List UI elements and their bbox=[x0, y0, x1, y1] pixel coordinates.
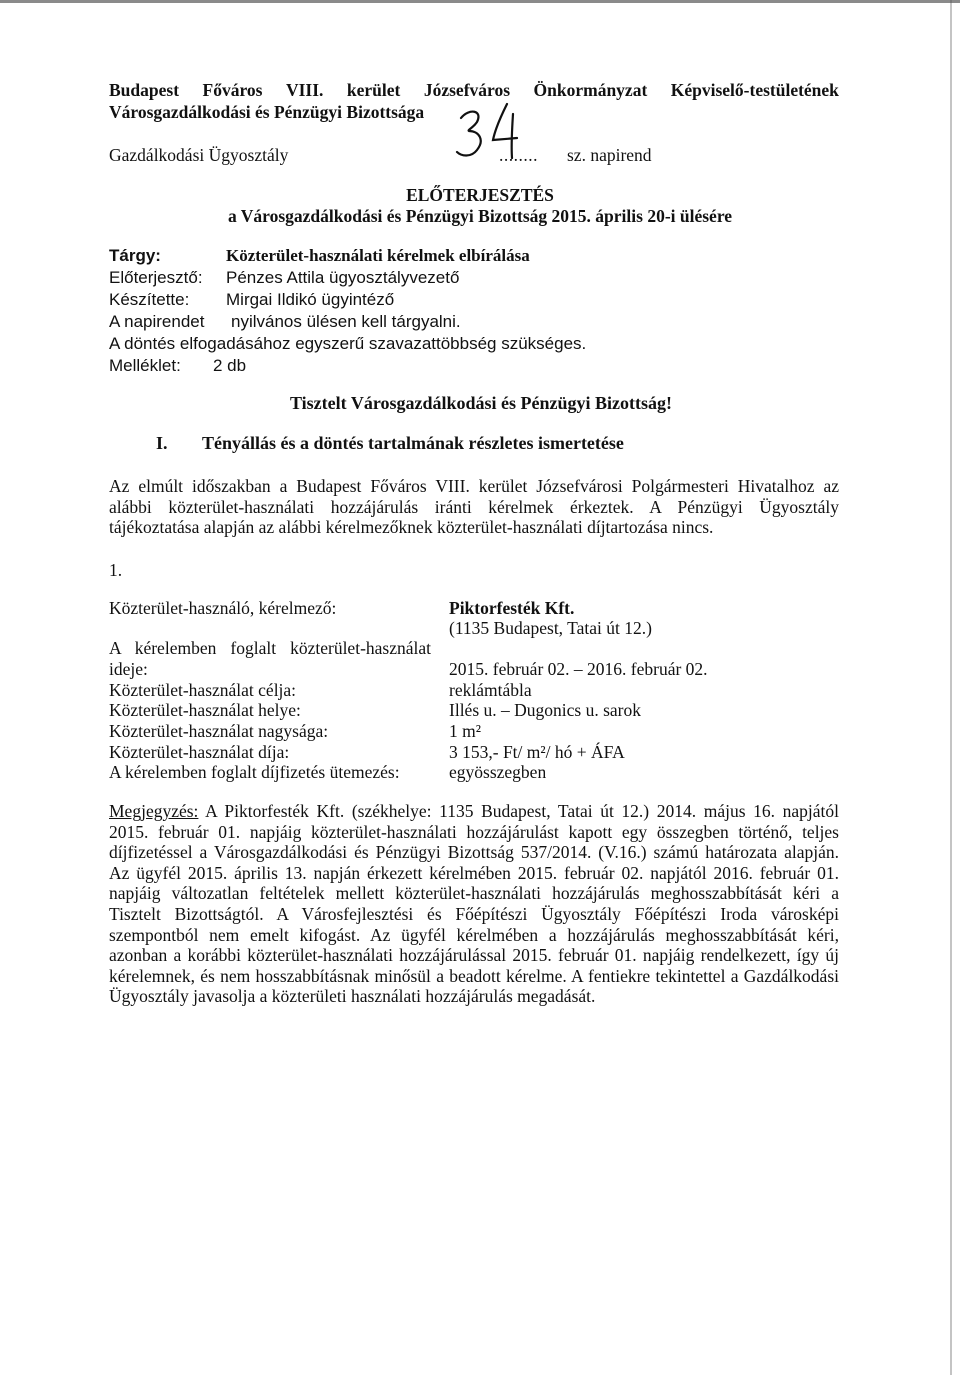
vote-requirement: A döntés elfogadásához egyszerű szavazattöbbség szükséges. bbox=[109, 334, 587, 353]
header-word: Józsefváros bbox=[423, 80, 511, 100]
scan-edge-top bbox=[0, 0, 960, 3]
fee-label: Közterület-használat díja: bbox=[109, 742, 290, 762]
meta-label-subject: Tárgy: bbox=[109, 246, 161, 265]
meta-label-presenter: Előterjesztő: bbox=[109, 268, 203, 287]
purpose-label: Közterület-használat célja: bbox=[109, 680, 297, 700]
location-value: Illés u. – Dugonics u. sarok bbox=[449, 700, 641, 720]
meta-label-session: A napirendet bbox=[109, 312, 205, 331]
applicant-label: Közterület-használó, kérelmező: bbox=[109, 598, 337, 618]
header-word: Önkormányzat bbox=[533, 80, 648, 100]
note-paragraph bbox=[109, 801, 839, 1007]
section-number: I. bbox=[156, 433, 168, 453]
item-number: 1. bbox=[109, 560, 123, 580]
salutation: Tisztelt Városgazdálkodási és Pénzügyi Bizottság! bbox=[290, 393, 672, 413]
payment-schedule-label: A kérelemben foglalt díjfizetés ütemezés: bbox=[109, 762, 400, 782]
note-first-line-text: A Piktorfesték Kft. (székhelye: 1135 Budapest, Tatai út 12.) 2014. május 16. napjától bbox=[205, 801, 839, 821]
meta-value-prepared-by: Mirgai Ildikó ügyintéző bbox=[226, 290, 395, 309]
size-label: Közterület-használat nagysága: bbox=[109, 721, 329, 741]
meta-value-presenter: Pénzes Attila ügyosztályvezető bbox=[226, 268, 460, 287]
intro-line: Az elmúlt időszakban a Budapest Főváros VIII. kerület Józsefvárosi Polgármesteri Hivatalhoz az bbox=[109, 476, 839, 496]
attachment-label: Melléklet: bbox=[109, 356, 181, 375]
document-title: ELŐTERJESZTÉS bbox=[406, 185, 554, 205]
period-label-text: A kérelemben foglalt közterület-használat bbox=[109, 638, 431, 658]
header-word: kerület bbox=[346, 80, 401, 100]
header-word: Főváros bbox=[202, 80, 263, 100]
attachment-count: 2 db bbox=[213, 356, 247, 375]
location-label: Közterület-használat helye: bbox=[109, 700, 301, 720]
note-line: díjfizetéssel a Városgazdálkodási és Pénzügyi Bizottság 537/2014. (V.16.) számú határozata alapján. bbox=[109, 842, 839, 863]
period-label-line-2: ideje: bbox=[109, 659, 148, 679]
note-line: 2015. február 01. napjáig közterület-használati hozzájárulást kapott egy összegben történő, teljes bbox=[109, 821, 839, 842]
header-line-1 bbox=[109, 80, 839, 101]
payment-schedule-value: egyösszegben bbox=[449, 762, 547, 782]
document-subtitle: a Városgazdálkodási és Pénzügyi Bizottság 2015. április 20-i ülésére bbox=[227, 206, 733, 226]
period-value: 2015. február 02. – 2016. február 02. bbox=[449, 659, 708, 679]
applicant-name: Piktorfesték Kft. bbox=[449, 598, 575, 618]
note-line: kérelemnek, és nem hosszabbításnak minősül a beadott kérelme. A fentiekre tekintettel a Gazdálkodási bbox=[109, 965, 839, 986]
intro-line: alábbi közterület-használati hozzájárulás iránti kérelmek érkeztek. A Pénzügyi Ügyosztály bbox=[109, 496, 839, 517]
header-word: Képviselő-testületének bbox=[670, 80, 839, 100]
section-title: Tényállás és a döntés tartalmának részletes ismertetése bbox=[202, 433, 624, 453]
header-line-2: Városgazdálkodási és Pénzügyi Bizottsága bbox=[109, 102, 425, 122]
size-value: 1 m² bbox=[449, 721, 481, 741]
note-label: Megjegyzés: bbox=[109, 801, 199, 821]
meta-value-subject: Közterület-használati kérelmek elbírálása bbox=[226, 246, 530, 265]
note-line: Tisztelt Bizottságtól. A Városfejlesztési és Főépítészi Ügyosztály Főépítészi Iroda városképi bbox=[109, 903, 839, 924]
note-line: Az ügyfél 2015. április 13. napján érkezett kérelmében 2015. február 02. napjától 2016. február 01. bbox=[109, 862, 839, 883]
applicant-address: (1135 Budapest, Tatai út 12.) bbox=[449, 618, 652, 638]
department-name: Gazdálkodási Ügyosztály bbox=[109, 145, 289, 165]
header-word: Budapest bbox=[109, 80, 180, 100]
meta-label-prepared-by: Készítette: bbox=[109, 290, 190, 309]
agenda-label: sz. napirend bbox=[567, 145, 652, 165]
meta-value-session: nyilvános ülésen kell tárgyalni. bbox=[231, 312, 461, 331]
fee-value: 3 153,- Ft/ m²/ hó + ÁFA bbox=[449, 742, 625, 762]
note-line: napjáig változatlan feltételek mellett közterület-használati hozzájárulás meghosszabbítását kéri a bbox=[109, 883, 839, 904]
note-line: Ügyosztály javasolja a közterületi használati hozzájárulás megadását. bbox=[109, 986, 596, 1007]
header-word: VIII. bbox=[285, 80, 324, 100]
agenda-number-dots: ........ bbox=[499, 145, 538, 165]
note-line: azonban a korábbi közterület-használati hozzájárulással 2015. február 01. napjáig rendelkezett, így új bbox=[109, 945, 839, 966]
period-label-line-1 bbox=[109, 638, 431, 659]
purpose-value: reklámtábla bbox=[449, 680, 532, 700]
intro-line: tájékoztatása alapján az alábbi kérelmezőknek közterület-használati díjtartozása nincs. bbox=[109, 517, 714, 538]
intro-paragraph bbox=[109, 476, 839, 538]
note-first-line bbox=[109, 801, 839, 822]
note-line: szempontból nem emelt kifogást. Az ügyfél kérelmében a hozzájárulás meghosszabbítását kéri, bbox=[109, 924, 839, 945]
